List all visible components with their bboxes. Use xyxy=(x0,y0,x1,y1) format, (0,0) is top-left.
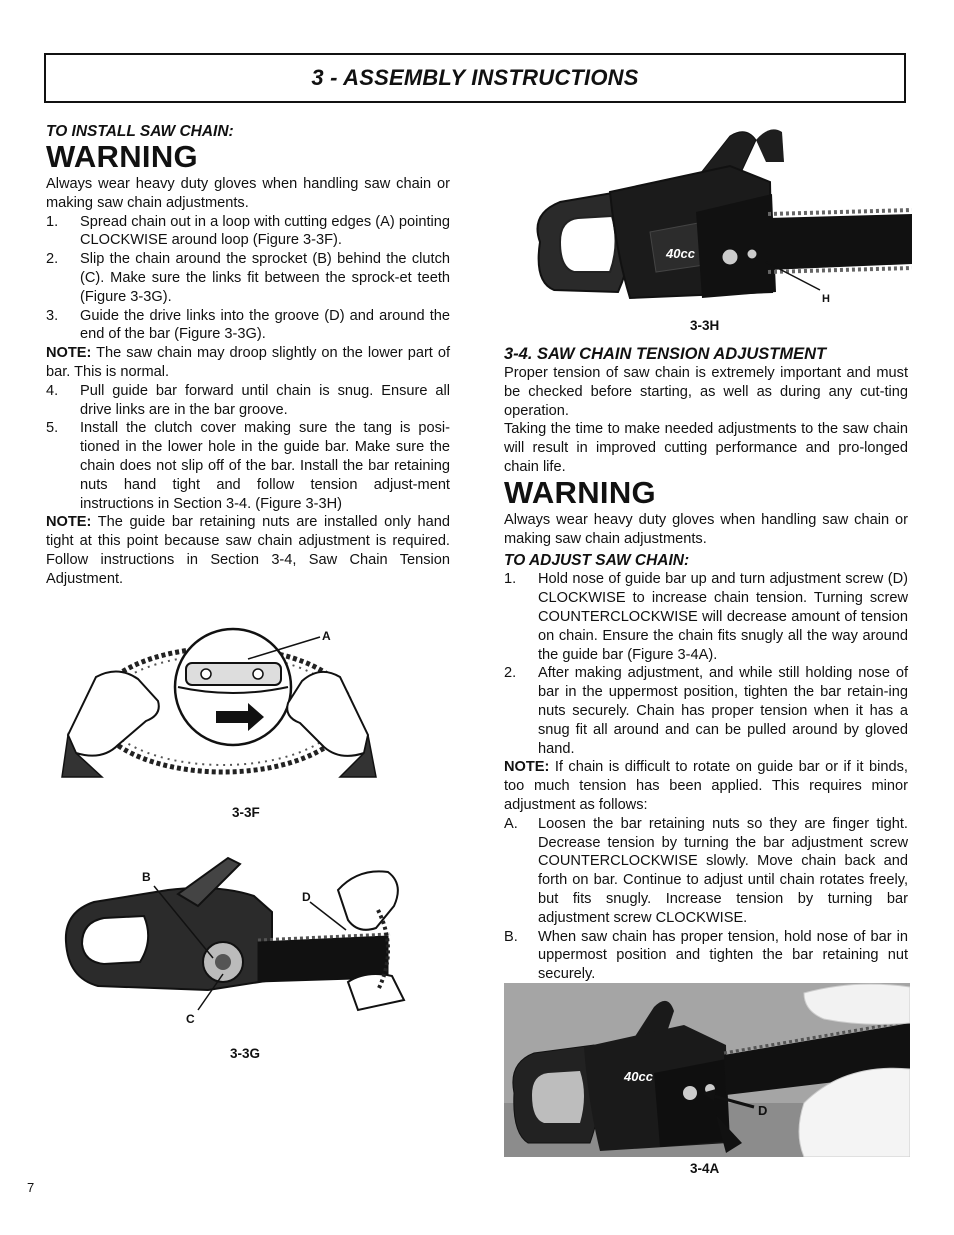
install-chain-subheading: TO INSTALL SAW CHAIN: xyxy=(46,123,234,140)
label-d: D xyxy=(302,890,311,904)
figure-3-3f xyxy=(58,625,378,785)
step-letter: B. xyxy=(504,928,518,945)
step-text: When saw chain has proper tension, hold nose of bar in uppermost position and tighten the bar retaining nut securely. xyxy=(538,928,908,983)
section-header xyxy=(44,53,906,103)
note-tension xyxy=(504,758,908,814)
tension-adjust-photo xyxy=(504,983,910,1157)
install-step-4 xyxy=(46,382,450,420)
figure-3-3h xyxy=(520,122,912,305)
step-number: 4. xyxy=(46,382,59,399)
step-text: Hold nose of guide bar up and turn adjustment screw (D) CLOCKWISE to increase chain tension. Turning screw COUNTERCLOCKWISE will decrease amount of tension on chain. Ensure the chain fits snugly all the way around the guide bar (Figure 3-4A). xyxy=(538,571,908,663)
install-step-2 xyxy=(46,250,450,306)
install-step-3 xyxy=(46,307,450,345)
label-c: C xyxy=(186,1012,195,1026)
step-number: 2. xyxy=(46,251,59,268)
note-text: If chain is difficult to rotate on guide bar or if it binds, too much tension has been applied. This requires minor adjustment as follows: xyxy=(504,759,908,813)
warning-title-left: WARNING xyxy=(46,139,198,174)
warning-text-left: Always wear heavy duty gloves when handling saw chain or making saw chain adjustments. xyxy=(46,176,450,211)
note-label: NOTE: xyxy=(46,514,92,531)
warning-text-right: Always wear heavy duty gloves when handling saw chain or making saw chain adjustments. xyxy=(504,511,908,547)
section-header-title: 3 - ASSEMBLY INSTRUCTIONS xyxy=(311,65,639,90)
note-text: The saw chain may droop slightly on the lower part of bar. This is normal. xyxy=(46,345,450,380)
label-h: H xyxy=(822,293,830,305)
label-a: A xyxy=(322,629,331,643)
step-text: Loosen the bar retaining nuts so they are finger tight. Decrease tension by turning the bar adjustment screw COUNTERCLOCKWISE slowly. Move chain back and forth on bar. Continue to adjust until chain rotates freely, but fits snugly. Increase tension by turning bar adjustment screw CLOCKWISE. xyxy=(538,815,908,926)
tension-para-1: Proper tension of saw chain is extremely important and must be checked before starting, as well as during any cut-ting operation. xyxy=(504,365,908,419)
note-text: The guide bar retaining nuts are installed only hand tight at this point because saw chain adjustment is required. Follow instructions in Section 3-4, Saw Chain Tension Adjustment. xyxy=(46,514,450,587)
note-label: NOTE: xyxy=(504,759,550,776)
step-letter: A. xyxy=(504,815,518,832)
saw-badge-40cc: 40cc xyxy=(624,1069,653,1084)
step-number: 1. xyxy=(504,571,517,588)
step-number: 3. xyxy=(46,307,59,324)
chain-loop-illustration xyxy=(58,625,378,785)
adjust-chain-subheading: TO ADJUST SAW CHAIN: xyxy=(504,552,690,570)
right-column xyxy=(504,344,908,984)
figure-caption-3-4a: 3-4A xyxy=(690,1161,720,1176)
figure-caption-3-3f: 3-3F xyxy=(232,805,260,820)
step-text: After making adjustment, and while still holding nose of bar in the uppermost position, tighten the bar retain-ing nuts securely. Chain has proper tension when it has a snug fit all around and can be pulled around by gloved hand. xyxy=(538,665,908,757)
step-text: Spread chain out in a loop with cutting edges (A) pointing CLOCKWISE around loop (Figure 3-3F). xyxy=(80,213,450,249)
label-d: D xyxy=(758,1103,768,1118)
install-step-1 xyxy=(46,213,450,251)
adjust-substep-a xyxy=(504,815,908,928)
saw-side-photo xyxy=(520,122,912,302)
note-2 xyxy=(46,513,450,588)
figure-caption-3-3h: 3-3H xyxy=(690,318,720,333)
label-b: B xyxy=(142,870,151,884)
step-text: Pull guide bar forward until chain is snug. Ensure all drive links are in the bar groove. xyxy=(80,382,450,418)
note-1 xyxy=(46,344,450,382)
note-label: NOTE: xyxy=(46,345,92,362)
step-number: 2. xyxy=(504,665,517,682)
figure-caption-3-3g: 3-3G xyxy=(230,1046,261,1061)
adjust-step-1 xyxy=(504,570,908,664)
saw-chain-install-illustration xyxy=(58,850,408,1025)
step-text: Guide the drive links into the groove (D) and around the end of the bar (Figure 3-3G). xyxy=(80,307,450,343)
adjust-step-2 xyxy=(504,664,908,758)
figure-3-4a xyxy=(504,983,910,1157)
saw-badge-40cc: 40cc xyxy=(666,246,695,261)
step-number: 1. xyxy=(46,213,59,230)
adjust-substep-b xyxy=(504,928,908,984)
step-text: Install the clutch cover making sure the tang is posi-tioned in the lower hole in the guide bar. Make sure the chain does not slip off of the bar. Install the bar retaining nuts hand tight and follow tension adjust-ment instructions in Section 3-4. (Figure 3-3H) xyxy=(80,420,450,512)
section-3-4-title: 3-4. SAW CHAIN TENSION ADJUSTMENT xyxy=(504,345,827,363)
step-number: 5. xyxy=(46,420,59,437)
figure-3-3g xyxy=(58,850,408,1025)
page-number: 7 xyxy=(27,1180,35,1195)
warning-title-right: WARNING xyxy=(504,474,656,510)
left-column xyxy=(46,122,450,589)
step-text: Slip the chain around the sprocket (B) behind the clutch (C). Make sure the links fit between the sprock-et teeth (Figure 3-3G). xyxy=(80,251,450,305)
install-step-5 xyxy=(46,419,450,513)
tension-para-2: Taking the time to make needed adjustments to the saw chain will result in improved cutting performance and pro-longed chain life. xyxy=(504,421,908,475)
